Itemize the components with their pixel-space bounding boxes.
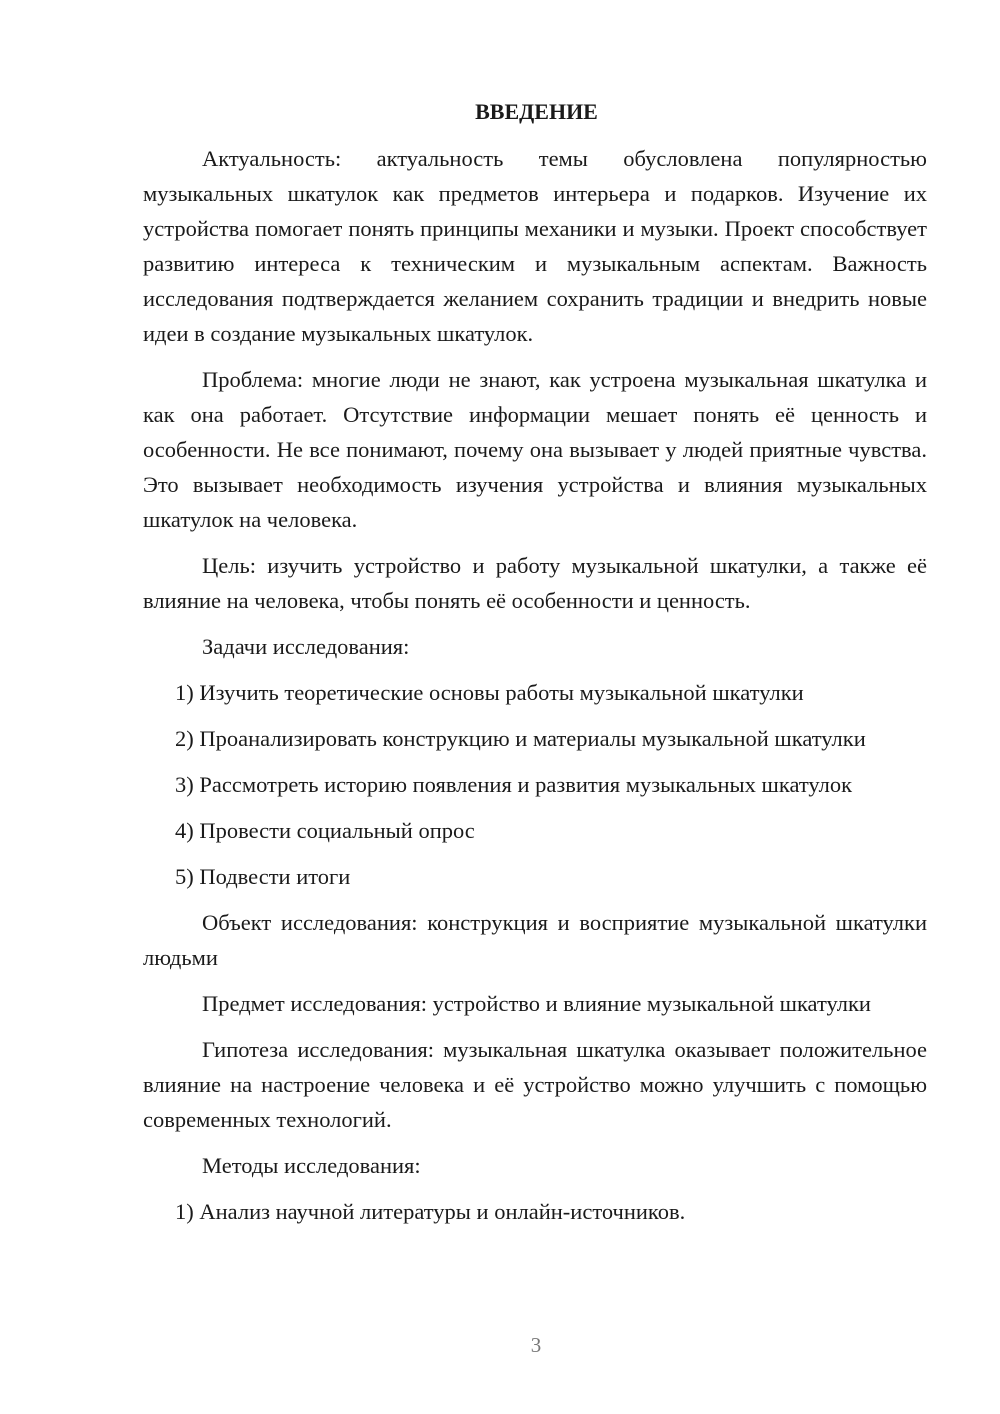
tasks-heading: Задачи исследования:	[202, 634, 410, 659]
task-item-5: 5) Подвести итоги	[175, 864, 351, 889]
methods-heading: Методы исследования:	[202, 1153, 421, 1178]
hypothesis-paragraph: Гипотеза исследования: музыкальная шкатулка оказывает положительное влияние на настроение человека и её устройство можно улучшить с помощью современных технологий.	[143, 1037, 927, 1132]
task-item-1: 1) Изучить теоретические основы работы музыкальной шкатулки	[175, 680, 804, 705]
task-item-3: 3) Рассмотреть историю появления и развития музыкальных шкатулок	[175, 772, 853, 797]
problem-paragraph: Проблема: многие люди не знают, как устроена музыкальная шкатулка и как она работает. Отсутствие информации мешает понять её ценность и особенности. Не все понимают, почему она вызывает у людей приятные чувства. Это вызывает необходимость изучения устройства и влияния музыкальных шкатулок на человека.	[143, 367, 927, 532]
object-paragraph: Объект исследования: конструкция и восприятие музыкальной шкатулки людьми	[143, 910, 927, 970]
subject-paragraph: Предмет исследования: устройство и влияние музыкальной шкатулки	[202, 991, 871, 1016]
relevance-paragraph: Актуальность: актуальность темы обусловлена популярностью музыкальных шкатулок как предметов интерьера и подарков. Изучение их устройства помогает понять принципы механики и музыки. Проект способствует развитию интереса к техническим и музыкальным аспектам. Важность исследования подтверждается желанием сохранить традиции и внедрить новые идеи в создание музыкальных шкатулок.	[143, 146, 927, 346]
section-title: ВВЕДЕНИЕ	[475, 99, 598, 124]
task-item-4: 4) Провести социальный опрос	[175, 818, 475, 843]
page-content	[143, 94, 927, 1240]
method-item-1: 1) Анализ научной литературы и онлайн-источников.	[175, 1199, 686, 1224]
task-item-2: 2) Проанализировать конструкцию и материалы музыкальной шкатулки	[175, 726, 866, 751]
page-number: 3	[530, 1333, 542, 1357]
goal-paragraph: Цель: изучить устройство и работу музыкальной шкатулки, а также её влияние на человека, чтобы понять её особенности и ценность.	[143, 553, 927, 613]
